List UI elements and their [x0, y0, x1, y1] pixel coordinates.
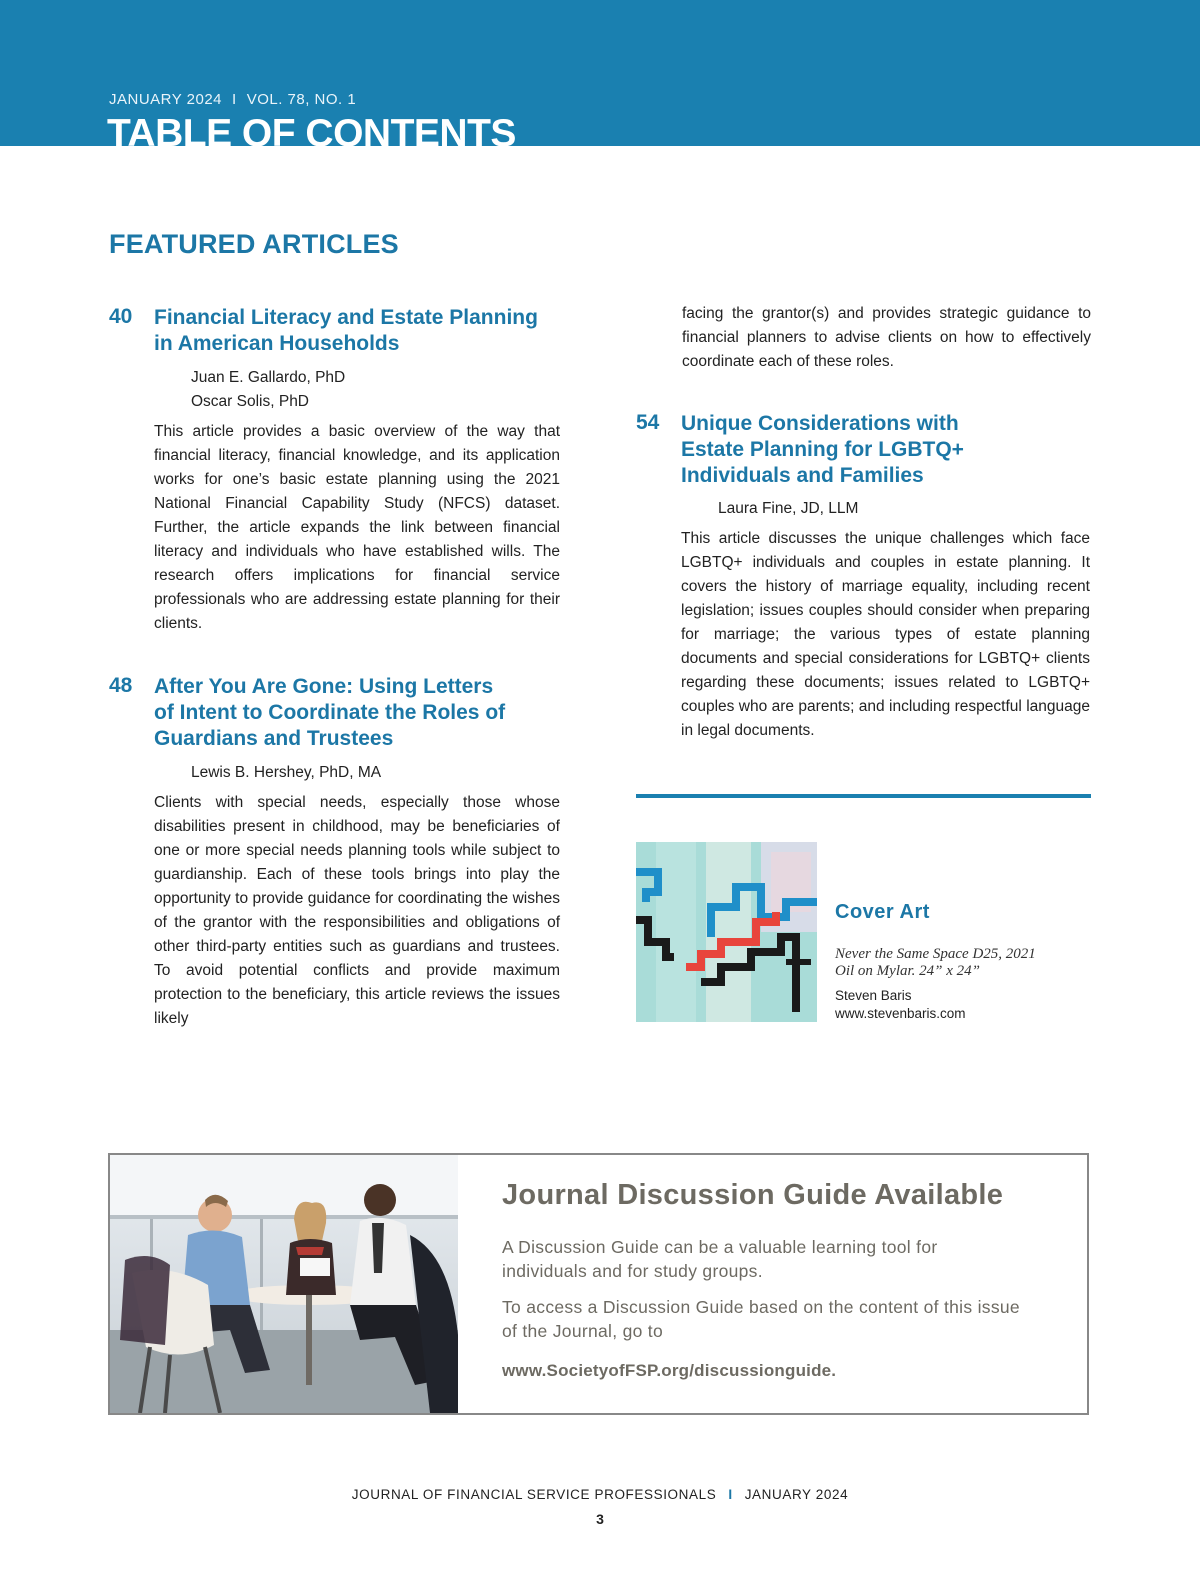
discussion-guide-link[interactable]: www.SocietyofFSP.org/discussionguide. [502, 1361, 837, 1380]
discussion-guide-title: Journal Discussion Guide Available [502, 1179, 1004, 1211]
article-title-line: Guardians and Trustees [154, 727, 394, 750]
page-number: 3 [596, 1511, 604, 1527]
issue-volume: VOL. 78, NO. 1 [246, 91, 357, 108]
article-title-line: in American Households [154, 332, 400, 355]
article-author: Lewis B. Hershey, PhD, MA [191, 764, 382, 781]
footer-date: JANUARY 2024 [744, 1487, 849, 1502]
article-54[interactable] [636, 411, 1096, 751]
cover-art-heading: Cover Art [835, 901, 930, 923]
cover-art-medium: Oil on Mylar. 24” x 24” [835, 963, 981, 979]
article-abstract-continued: facing the grantor(s) and provides strategic guidance to financial planners to advise clients on how to effectively coordinate each of these roles. [682, 305, 1091, 370]
issue-date: JANUARY 2024 [109, 91, 223, 108]
article-author: Laura Fine, JD, LLM [718, 500, 859, 517]
article-title-line: Estate Planning for LGBTQ+ [681, 438, 964, 461]
page-footer [0, 1487, 1200, 1502]
discussion-guide-text: To access a Discussion Guide based on the content of this issue of the Journal, go to [502, 1297, 1020, 1341]
article-title-line: Unique Considerations with [681, 412, 959, 435]
cover-art-image [636, 842, 817, 1022]
article-40[interactable] [109, 305, 579, 645]
cover-art-title: Never the Same Space D25, 2021 [835, 946, 1036, 962]
article-title-line: of Intent to Coordinate the Roles of [154, 701, 506, 724]
article-48[interactable] [109, 674, 579, 1034]
article-page-number: 54 [636, 411, 660, 434]
article-author: Juan E. Gallardo, PhD [191, 369, 346, 386]
section-title: FEATURED ARTICLES [109, 229, 399, 259]
discussion-guide-box [108, 1153, 1089, 1415]
discussion-guide-text: A Discussion Guide can be a valuable learning tool for individuals and for study groups. [502, 1237, 938, 1281]
header-band [0, 0, 1200, 146]
article-title-line: After You Are Gone: Using Letters [154, 675, 494, 698]
article-title[interactable] [154, 674, 574, 752]
article-author: Oscar Solis, PhD [191, 393, 310, 410]
article-title-line: Individuals and Families [681, 464, 924, 487]
cover-art-artist: Steven Baris [835, 988, 912, 1003]
article-abstract: This article discusses the unique challenges which face LGBTQ+ individuals and couples in estate planning. It covers the history of marriage equality, including recent legislation; issues couples should consider when preparing for marriage; the various types of estate planning documents and special considerations for LGBTQ+ clients regarding these documents; issues related to LGBTQ+ couples who are parents; and including respectful language in legal documents. [681, 530, 1090, 739]
cover-art-website[interactable]: www.stevenbaris.com [835, 1006, 966, 1021]
article-page-number: 40 [109, 305, 133, 328]
issue-separator: I [232, 91, 237, 108]
article-title[interactable] [154, 305, 574, 357]
footer-publication: JOURNAL OF FINANCIAL SERVICE PROFESSIONALS [351, 1487, 717, 1502]
article-page-number: 48 [109, 674, 133, 697]
article-title-line: Financial Literacy and Estate Planning [154, 306, 538, 329]
article-abstract: This article provides a basic overview of the way that financial literacy, financial knowledge, and its application works for one’s basic estate planning using the 2021 National Financial Capability Study (NFCS) dataset. Further, the article expands the link between financial literacy and individuals who have established wills. The research offers implications for financial service professionals who are addressing estate planning for their clients. [154, 423, 560, 632]
issue-line [109, 91, 356, 108]
page-title: TABLE OF CONTENTS [107, 112, 516, 146]
footer-separator: I [728, 1487, 733, 1502]
article-abstract: Clients with special needs, especially those whose disabilities present in childhood, may be beneficiaries of one or more special needs planning tools while subject to guardianship. Each of these tools brings into play the opportunity to provide guidance for coordinating the wishes of the grantor with the responsibilities and obligations of other third-party entities such as guardians and trustees. To avoid potential conflicts and provide maximum protection to the beneficiary, this article reviews the issues likely [154, 794, 560, 1027]
article-title[interactable] [681, 411, 1101, 489]
meeting-photo [110, 1155, 458, 1413]
section-divider [636, 794, 1091, 798]
